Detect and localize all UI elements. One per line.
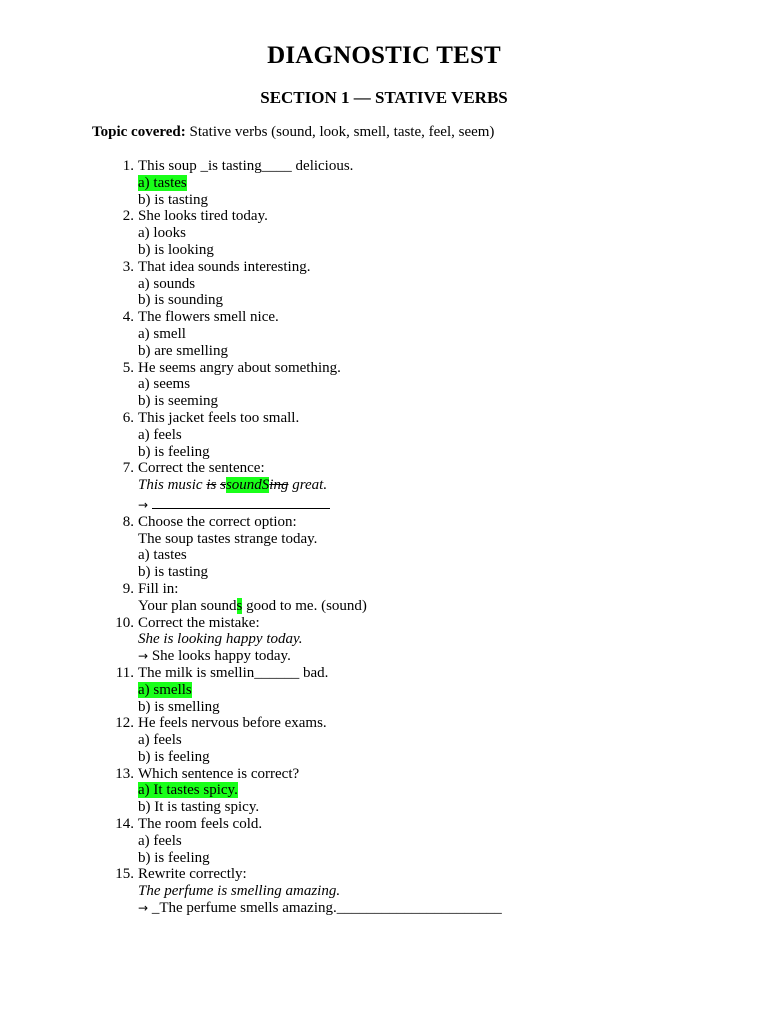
arrow-icon: → [138, 649, 149, 664]
question-number: 6. [122, 409, 134, 426]
highlighted-answer: a) tastes [138, 174, 187, 191]
option-a [138, 175, 768, 192]
question-text: He seems angry about something. [138, 359, 341, 376]
option-a [138, 782, 768, 799]
question-item [0, 259, 768, 309]
question-number: 5. [122, 359, 134, 376]
page-title: DIAGNOSTIC TEST [267, 42, 501, 69]
option-b: b) is tasting [138, 191, 208, 208]
question-text: He feels nervous before exams. [138, 715, 327, 732]
answer-line [138, 648, 768, 665]
section-heading: SECTION 1 — STATIVE VERBS [260, 88, 508, 107]
answer-line [138, 494, 768, 514]
highlighted-answer: a) smells [138, 681, 192, 698]
question-text: Fill in: [138, 580, 179, 597]
question-text: Rewrite correctly: [138, 866, 247, 883]
question-text: The flowers smell nice. [138, 309, 279, 326]
option-a: a) looks [138, 225, 186, 242]
option-a: a) feels [138, 426, 182, 443]
question-item [0, 766, 768, 816]
question-text: Choose the correct option: [138, 513, 297, 530]
sentence-to-correct: The perfume is smelling amazing. [138, 883, 341, 900]
answer-text: She looks happy today. [148, 648, 291, 665]
question-text: The room feels cold. [138, 816, 263, 833]
question-item [0, 816, 768, 866]
topic-text: Stative verbs (sound, look, smell, taste, feel, seem) [185, 124, 495, 140]
option-b: b) is seeming [138, 393, 218, 410]
question-number: 14. [115, 816, 134, 833]
question-sentence [138, 598, 768, 615]
option-b: b) is sounding [138, 292, 224, 309]
question-item [0, 309, 768, 359]
option-a: a) feels [138, 832, 182, 849]
struck-text: ing [269, 477, 289, 494]
struck-text: is [206, 477, 217, 494]
question-number: 7. [122, 460, 134, 477]
option-b: b) is tasting [138, 564, 208, 581]
question-number: 10. [115, 614, 134, 631]
question-item [0, 615, 768, 665]
option-a: a) sounds [138, 275, 196, 292]
question-item [0, 715, 768, 765]
question-text [138, 158, 768, 175]
topic-label: Topic covered: [92, 124, 186, 140]
option-b: b) is looking [138, 241, 214, 258]
sentence-part: good to me. (sound) [242, 597, 367, 614]
question-text: This jacket feels too small. [138, 409, 300, 426]
option-b: b) is feeling [138, 748, 210, 765]
sentence-part: Your plan sound [138, 597, 237, 614]
option-b: b) It is tasting spicy. [138, 799, 260, 816]
sentence-to-correct [138, 477, 768, 494]
option-b: b) is feeling [138, 443, 210, 460]
question-item [0, 208, 768, 258]
question-text: The milk is smellin______ bad. [138, 664, 329, 681]
option-b: b) is feeling [138, 849, 210, 866]
answer-line [138, 900, 768, 917]
answer-blank[interactable] [152, 494, 330, 509]
question-number: 8. [122, 513, 134, 530]
question-number: 4. [122, 309, 134, 326]
highlighted-answer: s [236, 597, 243, 614]
question-item [0, 360, 768, 410]
question-number: 3. [122, 258, 134, 275]
question-item [0, 866, 768, 916]
question-number: 12. [115, 715, 134, 732]
question-number: 1. [122, 158, 134, 174]
question-item [0, 410, 768, 460]
filled-blank: _is tasting____ [200, 158, 292, 174]
sentence-part: great. [288, 477, 328, 494]
question-item [0, 514, 768, 581]
question-text: Correct the mistake: [138, 614, 260, 631]
arrow-icon: → [138, 901, 149, 916]
sentence-to-correct: She is looking happy today. [138, 631, 303, 648]
question-number: 2. [122, 208, 134, 225]
question-sentence: The soup tastes strange today. [138, 530, 318, 547]
highlighted-answer: soundS [225, 477, 270, 494]
option-a: a) smell [138, 325, 186, 342]
question-item [0, 581, 768, 615]
option-a: a) feels [138, 732, 182, 749]
question-item [0, 460, 768, 513]
question-text: She looks tired today. [138, 208, 268, 225]
question-number: 13. [115, 765, 134, 782]
question-text: That idea sounds interesting. [138, 258, 311, 275]
answer-text: _The perfume smells amazing.______________________ [148, 900, 502, 917]
question-list [0, 158, 768, 917]
question-text-part: delicious. [291, 158, 354, 174]
question-number: 15. [115, 866, 134, 883]
option-a [138, 682, 768, 699]
struck-text: s [220, 477, 226, 494]
sentence-part: This music [138, 477, 207, 494]
option-a: a) tastes [138, 547, 187, 564]
question-number: 11. [115, 664, 134, 681]
highlighted-answer: a) It tastes spicy. [138, 782, 238, 799]
question-text: Which sentence is correct? [138, 765, 300, 782]
question-item [0, 665, 768, 715]
option-b: b) are smelling [138, 342, 228, 359]
option-b: b) is smelling [138, 698, 220, 715]
question-item [0, 158, 768, 208]
topic-line [92, 124, 494, 141]
question-number: 9. [122, 580, 134, 597]
option-a: a) seems [138, 376, 191, 393]
question-text: Correct the sentence: [138, 460, 265, 477]
question-text-part: This soup [138, 158, 201, 174]
arrow-icon: → [138, 497, 149, 512]
